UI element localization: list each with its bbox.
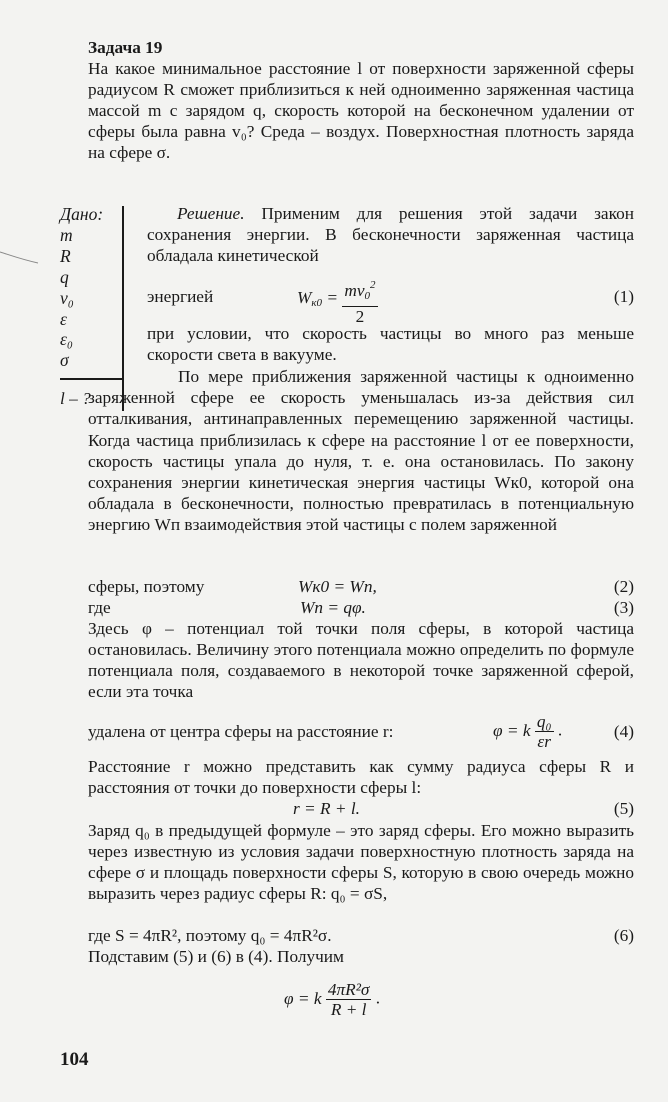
eq4-lhs: φ = k	[493, 721, 531, 741]
equation-7: φ = k $\frac{\text{4πR²σ}}{R + l}$ .	[284, 980, 381, 1019]
problem-title: Задача 19	[88, 38, 163, 57]
solution-paragraph-6: Заряд q₀ в предыдущей формуле – это заряд сферы. Его можно выразить через известную из условия задачи поверхностную плотность заряда на сфере σ и площадь поверхности сферы S, которую в свою очередь можно выразить через радиус сферы R: q₀ = σS,	[88, 821, 634, 903]
eq3-formula: Wп = qφ.	[300, 598, 366, 617]
given-item: m	[60, 224, 73, 245]
solution-paragraph-4: Здесь φ – потенциал той точки поля сферы, в которой частица остановилась. Величину этого потенциала можно определить по формуле потенциала поля, создаваемого в некоторой точке заряженной сферой, если эта точка	[88, 619, 634, 701]
solution-paragraph-2: при условии, что скорость частицы во много раз меньше скорости света в вакууме.	[147, 324, 634, 364]
eq5-formula: r = R + l.	[293, 799, 361, 818]
eq1-fraction: $\frac{mv0^2}{2}$	[342, 276, 377, 326]
eq5-number: (5)	[613, 799, 634, 818]
given-item: v₀	[60, 287, 74, 308]
eq7-fraction: $\frac{\text{4πR²σ}}{R + l}$	[327, 980, 370, 1019]
eq6-number: (6)	[613, 926, 634, 945]
solution-paragraph-7: Подставим (5) и (6) в (4). Получим	[88, 947, 344, 966]
equation-5	[88, 799, 634, 820]
given-find: l – ?	[60, 389, 91, 408]
solution-paragraph-5: Расстояние r можно представить как сумму радиуса сферы R и расстояния от точки до поверхности сферы l:	[88, 757, 634, 797]
eq7-lhs: φ = k	[284, 989, 322, 1009]
eq4-fraction: $\frac{\text{q₀}}{\varepsilon r}$	[536, 712, 552, 751]
given-item: R	[60, 245, 71, 266]
equation-4: удалена от центра сферы на расстояние r: φ = k $\frac{\text{q₀}}{\varepsilon r}$ . (4)	[88, 712, 634, 751]
given-item: ε₀	[60, 329, 73, 350]
solution-paragraph-3: По мере приближения заряженной частицы к одноименно заряженной сфере ее скорость уменьшалась из-за действия сил отталкивания, антинаправленных перемещению заряженной частицы. Когда частица приблизилась к сфере на расстояние l от ее поверхности, скорость частицы упала до нуля, т. е. она остановилась. По закону сохранения энергии кинетическая энергия частицы Wк0, которой она обладала в бесконечности, полностью превратилась в потенциальную энергию Wп взаимодействия этой частицы с полем заряженной	[88, 367, 634, 535]
eq6-formula: где S = 4πR², поэтому q₀ = 4πR²σ.	[88, 926, 332, 945]
equation-3: где Wп = qφ. (3)	[88, 598, 634, 617]
page-number: 104	[60, 1049, 89, 1070]
given-block	[60, 204, 122, 371]
eq4-number: (4)	[613, 722, 634, 741]
eq1-prefix: энергией	[147, 287, 214, 306]
eq2-number: (2)	[613, 577, 634, 596]
given-item: ε	[60, 308, 67, 329]
equation-6	[88, 926, 634, 947]
given-item: σ	[60, 350, 69, 371]
given-label: Дано:	[60, 204, 104, 224]
margin-scribble-icon	[0, 250, 40, 264]
equation-1: энергией Wк0 = $\frac{mv0^2}{2}$ (1)	[147, 276, 634, 316]
equation-2: сферы, поэтому Wк0 = Wп, (2)	[88, 577, 634, 596]
eq1-lhs: W	[297, 288, 312, 308]
eq3-number: (3)	[613, 598, 634, 617]
eq2-formula: Wк0 = Wп,	[298, 577, 377, 596]
given-item: q	[60, 266, 69, 287]
problem-statement: На какое минимальное расстояние l от поверхности заряженной сферы радиусом R сможет приблизиться к ней одноименно заряженная частица массой m с зарядом q, скорость которой на бесконечном удалении от сферы была равна v₀? Среда – воздух. Поверхностная плотность заряда на сфере σ.	[88, 59, 634, 162]
solution-label: Решение.	[177, 204, 245, 223]
eq1-number: (1)	[613, 287, 634, 306]
solution-paragraph-1: Решение. Применим для решения этой задачи закон сохранения энергии. В бесконечности заряженная частица обладала кинетической	[147, 204, 634, 265]
